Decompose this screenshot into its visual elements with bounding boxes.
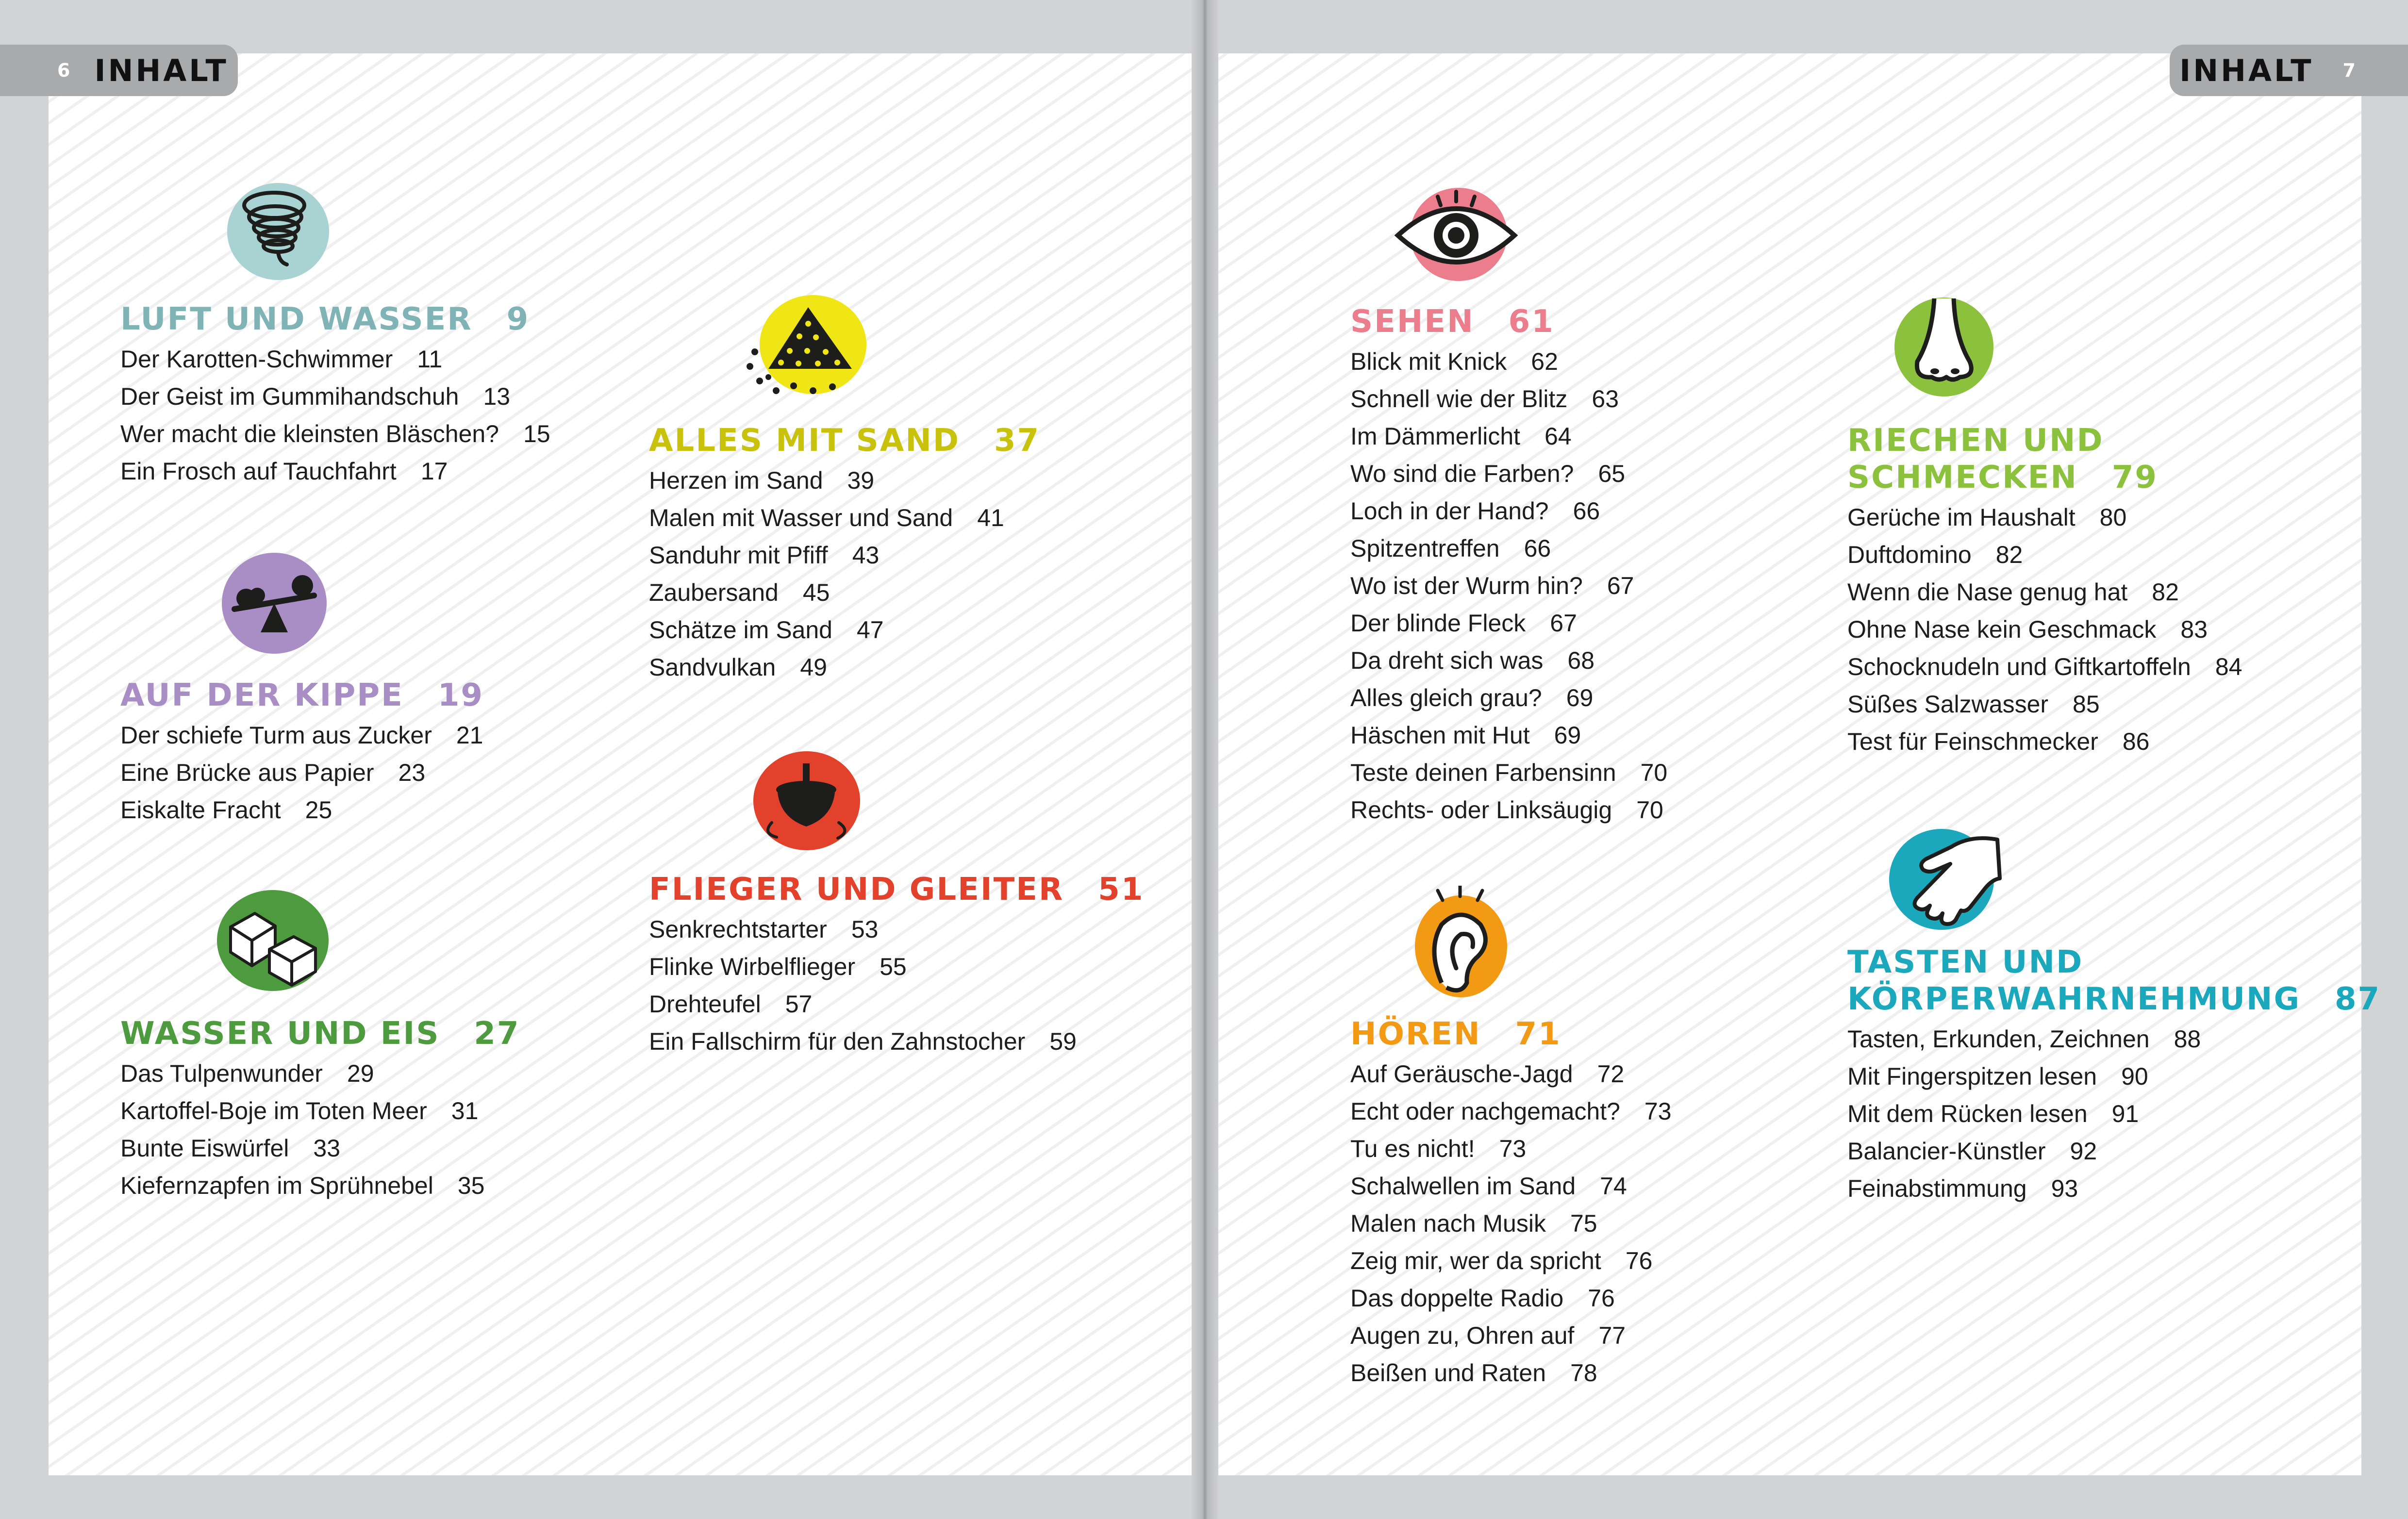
toc-entry (1847, 1021, 2381, 1058)
section-page-number: 51 (1098, 872, 1145, 908)
toc-entry-page: 33 (313, 1135, 341, 1162)
page-title-right: INHALT (2179, 52, 2314, 88)
toc-entry (1847, 536, 2242, 574)
toc-entry-page: 67 (1550, 610, 1577, 637)
toc-entry (649, 462, 1040, 499)
toc-entry-page: 88 (2174, 1025, 2201, 1053)
section-tasten-und-koerperwahrnehmung (1847, 944, 2381, 1207)
toc-entry-page: 70 (1636, 796, 1663, 824)
toc-entry (120, 754, 484, 792)
sand-pile-icon (745, 294, 866, 408)
toc-entry (649, 948, 1144, 986)
toc-entry (1350, 1205, 1672, 1242)
toc-entry-label: Wo sind die Farben? (1350, 460, 1574, 487)
toc-entry-label: Wenn die Nase genug hat (1847, 578, 2128, 606)
toc-entry-page: 77 (1598, 1322, 1626, 1349)
toc-entry (1847, 1058, 2381, 1095)
toc-entry-label: Sandvulkan (649, 654, 776, 681)
toc-entry-label: Tasten, Erkunden, Zeichnen (1847, 1025, 2150, 1053)
section-title (649, 871, 1144, 908)
toc-entry-page: 31 (451, 1097, 479, 1124)
toc-entry-page: 67 (1607, 572, 1634, 599)
toc-entry-page: 66 (1573, 497, 1600, 525)
toc-entry (1350, 792, 1667, 829)
section-title-text: SEHEN (1350, 304, 1475, 340)
toc-entry (1350, 1093, 1672, 1130)
toc-entry (120, 1130, 520, 1167)
toc-entry-label: Schätze im Sand (649, 616, 832, 644)
toc-entry-page: 76 (1588, 1285, 1615, 1312)
section-auf-der-kippe (120, 677, 484, 829)
section-title (120, 301, 550, 338)
section-page-number: 87 (2335, 981, 2381, 1017)
toc-entry-page: 69 (1566, 684, 1594, 711)
toc-entry-page: 25 (305, 796, 332, 824)
section-page-number: 71 (1515, 1016, 1561, 1052)
toc-entry-label: Senkrechtstarter (649, 916, 827, 943)
toc-entry-page: 68 (1567, 647, 1595, 674)
toc-entry (1847, 648, 2242, 686)
toc-entry-label: Malen mit Wasser und Sand (649, 504, 953, 531)
toc-entry (1350, 343, 1667, 380)
toc-entry (649, 574, 1040, 611)
toc-entry-page: 72 (1597, 1060, 1625, 1088)
toc-entry-label: Schalwellen im Sand (1350, 1172, 1576, 1200)
toc-entry (649, 611, 1040, 649)
toc-entry-label: Teste deinen Farbensinn (1350, 759, 1616, 786)
section-title (1847, 422, 2242, 496)
toc-entry-label: Spitzentreffen (1350, 535, 1500, 562)
toc-entry (1847, 499, 2242, 536)
header-tab-left (0, 45, 238, 96)
section-page-number: 19 (437, 677, 484, 713)
section-hoeren (1350, 1016, 1672, 1392)
toc-entry-label: Kartoffel-Boje im Toten Meer (120, 1097, 427, 1124)
eye-icon (1393, 182, 1519, 284)
toc-entry-label: Süßes Salzwasser (1847, 691, 2049, 718)
toc-entry-page: 76 (1625, 1247, 1653, 1274)
toc-entry-page: 93 (2051, 1175, 2078, 1202)
page-number-right: 7 (2342, 60, 2356, 81)
toc-entry-label: Zaubersand (649, 579, 779, 606)
toc-entry-label: Feinabstimmung (1847, 1175, 2027, 1202)
toc-entry-page: 47 (856, 616, 884, 644)
toc-entry (120, 792, 484, 829)
toc-entry (1350, 418, 1667, 455)
toc-entry-page: 69 (1554, 722, 1581, 749)
toc-entry-page: 80 (2099, 504, 2127, 531)
toc-entry-label: Balancier-Künstler (1847, 1138, 2046, 1165)
toc-entry (120, 1055, 520, 1092)
section-title (649, 422, 1040, 459)
toc-entry-page: 15 (523, 420, 550, 447)
toc-entry-label: Gerüche im Haushalt (1847, 504, 2076, 531)
section-flieger-und-gleiter (649, 871, 1144, 1060)
toc-entry (1847, 574, 2242, 611)
toc-entry-page: 55 (880, 953, 907, 980)
toc-entry-page: 62 (1531, 348, 1558, 375)
toc-entry-label: Zeig mir, wer da spricht (1350, 1247, 1601, 1274)
spinning-top-icon (752, 750, 862, 852)
toc-entry-label: Test für Feinschmecker (1847, 728, 2098, 755)
toc-entry-label: Wer macht die kleinsten Bläschen? (120, 420, 499, 447)
toc-entry (649, 1023, 1144, 1060)
toc-entry-page: 91 (2111, 1100, 2139, 1127)
toc-entry (1847, 1095, 2381, 1133)
toc-entry-label: Im Dämmerlicht (1350, 423, 1521, 450)
toc-entry-label: Eine Brücke aus Papier (120, 759, 374, 786)
section-title-line1: TASTEN UND (1847, 944, 2084, 980)
toc-entry (1350, 1168, 1672, 1205)
page-number-left: 6 (57, 60, 70, 81)
toc-entry-label: Sanduhr mit Pfiff (649, 542, 828, 569)
toc-entry-page: 59 (1049, 1028, 1077, 1055)
toc-entry-label: Mit Fingerspitzen lesen (1847, 1063, 2097, 1090)
toc-entry-page: 11 (417, 346, 443, 373)
section-title-text: HÖREN (1350, 1016, 1481, 1052)
toc-entry (1350, 1130, 1672, 1168)
toc-entry (120, 717, 484, 754)
header-tab-right (2170, 45, 2408, 96)
toc-entry-label: Tu es nicht! (1350, 1135, 1475, 1162)
toc-entry-page: 17 (420, 458, 448, 485)
toc-entry (1350, 567, 1667, 605)
section-title-line2: KÖRPERWAHRNEHMUNG (1847, 981, 2301, 1017)
toc-entry (1350, 717, 1667, 754)
section-page-number: 79 (2111, 460, 2158, 495)
toc-entry-label: Das Tulpenwunder (120, 1060, 323, 1087)
toc-entry-page: 84 (2215, 653, 2242, 680)
section-title-text: AUF DER KIPPE (120, 677, 404, 713)
section-title (1350, 1016, 1672, 1053)
toc-entry-page: 66 (1524, 535, 1551, 562)
section-page-number: 61 (1508, 304, 1555, 340)
toc-entry-label: Eiskalte Fracht (120, 796, 281, 824)
section-title-line1: RIECHEN UND (1847, 423, 2104, 459)
toc-entry (649, 537, 1040, 574)
seesaw-icon (221, 551, 328, 655)
toc-entry (1350, 605, 1667, 642)
toc-entry (1350, 455, 1667, 493)
section-title-line2: SCHMECKEN (1847, 460, 2078, 495)
ice-cubes-icon (216, 888, 330, 992)
toc-entry-page: 45 (802, 579, 830, 606)
toc-entry-label: Schocknudeln und Giftkartoffeln (1847, 653, 2191, 680)
toc-entry-label: Kiefernzapfen im Sprühnebel (120, 1172, 433, 1199)
toc-entry (649, 649, 1040, 686)
toc-entry (1847, 1133, 2381, 1170)
toc-entry-label: Das doppelte Radio (1350, 1285, 1564, 1312)
toc-entry-page: 64 (1544, 423, 1572, 450)
toc-entry-label: Duftdomino (1847, 541, 1972, 568)
toc-entry-label: Ein Fallschirm für den Zahnstocher (649, 1028, 1026, 1055)
toc-entry-label: Alles gleich grau? (1350, 684, 1542, 711)
toc-entry (1350, 380, 1667, 418)
section-title (120, 1015, 520, 1052)
toc-entry-page: 35 (457, 1172, 485, 1199)
toc-entry-page: 13 (483, 383, 511, 410)
toc-entry (1350, 1056, 1672, 1093)
section-riechen-und-schmecken (1847, 422, 2242, 760)
toc-entry (1350, 1280, 1672, 1317)
toc-entry-label: Schnell wie der Blitz (1350, 385, 1568, 413)
toc-entry (649, 986, 1144, 1023)
section-wasser-und-eis (120, 1015, 520, 1205)
toc-entry-page: 82 (2152, 578, 2179, 606)
toc-entry-page: 82 (1995, 541, 2023, 568)
toc-entry-label: Der blinde Fleck (1350, 610, 1526, 637)
section-title-text: ALLES MIT SAND (649, 423, 960, 459)
toc-entry-page: 85 (2073, 691, 2100, 718)
toc-entry-page: 41 (977, 504, 1004, 531)
pointing-hand-icon (1888, 825, 2005, 932)
toc-entry-label: Echt oder nachgemacht? (1350, 1098, 1620, 1125)
toc-entry-label: Auf Geräusche-Jagd (1350, 1060, 1573, 1088)
toc-entry-page: 29 (347, 1060, 374, 1087)
toc-entry-page: 73 (1644, 1098, 1672, 1125)
toc-entry (120, 1167, 520, 1205)
toc-entry-page: 23 (398, 759, 426, 786)
toc-entry-page: 86 (2122, 728, 2150, 755)
toc-entry-page: 21 (456, 722, 483, 749)
toc-entry-page: 39 (847, 467, 875, 494)
section-alles-mit-sand (649, 422, 1040, 686)
page-title-left: INHALT (94, 52, 229, 88)
toc-entry-label: Bunte Eiswürfel (120, 1135, 289, 1162)
section-page-number: 9 (506, 301, 530, 337)
section-title (1847, 944, 2381, 1018)
section-title (1350, 303, 1667, 340)
toc-entry-label: Herzen im Sand (649, 467, 823, 494)
toc-entry (1847, 611, 2242, 648)
toc-entry-label: Der Karotten-Schwimmer (120, 346, 393, 373)
toc-entry-label: Ohne Nase kein Geschmack (1847, 616, 2157, 643)
toc-entry (649, 911, 1144, 948)
toc-entry-page: 75 (1570, 1210, 1597, 1237)
toc-entry-label: Häschen mit Hut (1350, 722, 1530, 749)
toc-entry-page: 57 (785, 991, 813, 1018)
toc-entry (1350, 530, 1667, 567)
toc-entry (120, 1092, 520, 1130)
toc-entry-label: Wo ist der Wurm hin? (1350, 572, 1583, 599)
toc-entry-page: 92 (2070, 1138, 2097, 1165)
toc-entry-page: 43 (852, 542, 880, 569)
toc-entry-label: Da dreht sich was (1350, 647, 1544, 674)
toc-entry-label: Loch in der Hand? (1350, 497, 1549, 525)
toc-entry-label: Drehteufel (649, 991, 761, 1018)
toc-entry (1350, 642, 1667, 679)
toc-entry-label: Beißen und Raten (1350, 1359, 1546, 1387)
toc-entry-label: Blick mit Knick (1350, 348, 1507, 375)
toc-entry (1350, 1354, 1672, 1392)
spiral-icon (221, 177, 332, 284)
toc-entry (1847, 686, 2242, 723)
section-title-text: WASSER UND EIS (120, 1016, 440, 1052)
toc-entry-page: 65 (1598, 460, 1626, 487)
ear-icon (1408, 886, 1514, 1000)
toc-entry-page: 63 (1592, 385, 1619, 413)
toc-entry (120, 378, 550, 415)
toc-entry (1350, 679, 1667, 717)
section-sehen (1350, 303, 1667, 829)
nose-icon (1893, 294, 1995, 398)
toc-entry (1350, 1242, 1672, 1280)
toc-entry-label: Der Geist im Gummihandschuh (120, 383, 459, 410)
toc-entry (120, 453, 550, 490)
toc-entry (1847, 723, 2242, 760)
book-spine (1192, 0, 1218, 1519)
toc-entry (649, 499, 1040, 537)
toc-entry-label: Malen nach Musik (1350, 1210, 1546, 1237)
section-luft-und-wasser (120, 301, 550, 490)
toc-entry (120, 415, 550, 453)
toc-entry-page: 90 (2121, 1063, 2148, 1090)
toc-entry (1350, 1317, 1672, 1354)
toc-entry-page: 83 (2180, 616, 2208, 643)
toc-entry (1350, 754, 1667, 792)
toc-entry-page: 73 (1499, 1135, 1527, 1162)
toc-entry-label: Mit dem Rücken lesen (1847, 1100, 2088, 1127)
toc-entry (120, 341, 550, 378)
section-page-number: 37 (994, 423, 1040, 459)
toc-entry-page: 70 (1640, 759, 1668, 786)
toc-entry-label: Flinke Wirbelflieger (649, 953, 856, 980)
section-title-text: FLIEGER UND GLEITER (649, 872, 1064, 908)
section-title (120, 677, 484, 714)
toc-entry-page: 49 (800, 654, 827, 681)
section-page-number: 27 (474, 1016, 520, 1052)
toc-entry-page: 74 (1600, 1172, 1627, 1200)
toc-entry-label: Ein Frosch auf Tauchfahrt (120, 458, 397, 485)
toc-entry-label: Der schiefe Turm aus Zucker (120, 722, 432, 749)
section-title-text: LUFT UND WASSER (120, 301, 473, 337)
toc-entry-page: 53 (851, 916, 879, 943)
toc-entry-page: 78 (1570, 1359, 1597, 1387)
toc-entry (1847, 1170, 2381, 1207)
toc-entry-label: Rechts- oder Linksäugig (1350, 796, 1612, 824)
toc-entry-label: Augen zu, Ohren auf (1350, 1322, 1575, 1349)
toc-entry (1350, 493, 1667, 530)
